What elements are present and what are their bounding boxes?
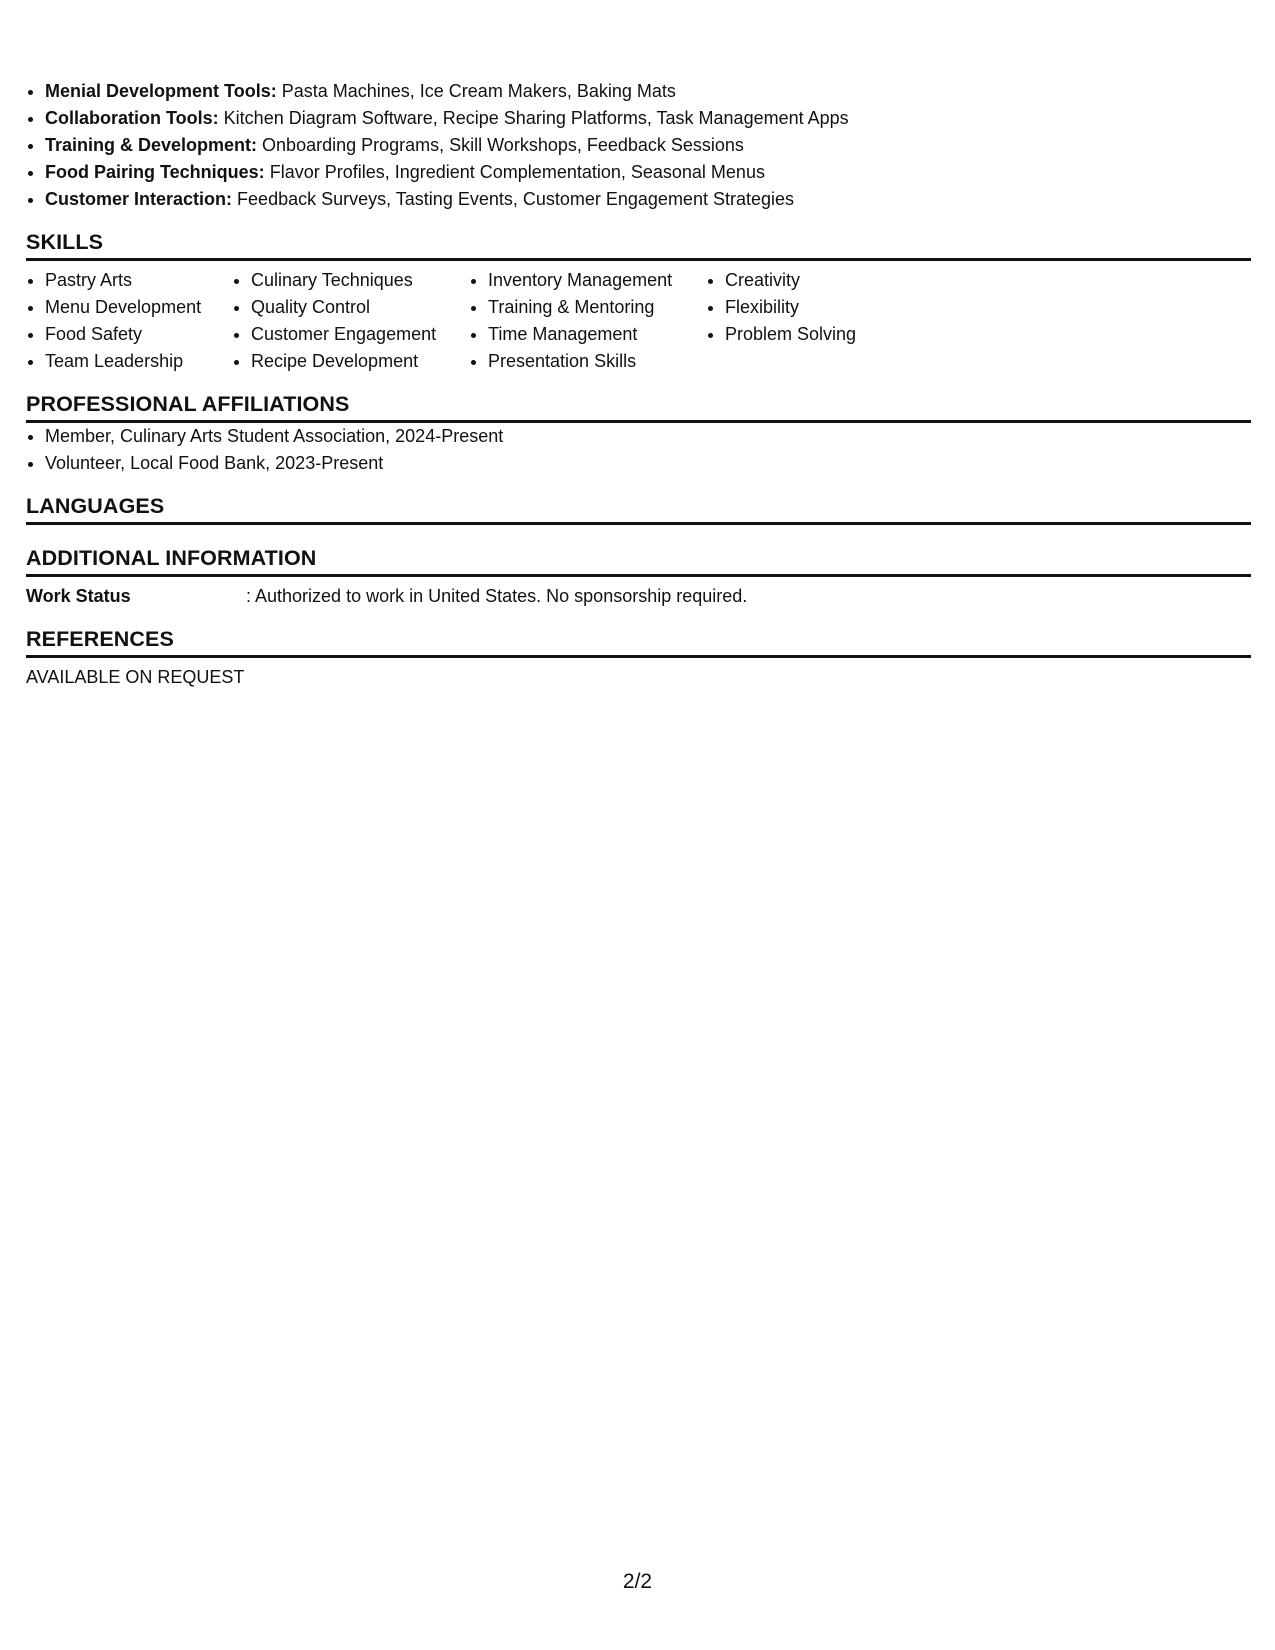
skills-column	[469, 267, 706, 375]
work-status-label: Work Status	[26, 586, 131, 606]
skill-item: • Creativity	[725, 267, 905, 294]
skill-item: • Problem Solving	[725, 321, 905, 348]
skill-item: • Flexibility	[725, 294, 905, 321]
skill-item: • Training & Mentoring	[488, 294, 706, 321]
work-status-row	[26, 583, 1251, 610]
section-title: PROFESSIONAL AFFILIATIONS	[26, 389, 1251, 423]
skills-grid	[26, 267, 1251, 375]
skill-item: • Culinary Techniques	[251, 267, 469, 294]
affiliations-list	[26, 423, 1251, 477]
section-title: SKILLS	[26, 227, 1251, 261]
tool-label: Training & Development:	[45, 135, 258, 155]
additional-info-section	[26, 543, 1251, 610]
list-item: • Volunteer, Local Food Bank, 2023-Present	[45, 450, 1251, 477]
resume-page	[26, 78, 1251, 691]
page-number: 2/2	[622, 1570, 653, 1593]
skill-item: • Presentation Skills	[488, 348, 706, 375]
list-item: • Member, Culinary Arts Student Association, 2024-Present	[45, 423, 1251, 450]
skill-item: • Recipe Development	[251, 348, 469, 375]
skills-section	[26, 227, 1251, 375]
skill-item: • Quality Control	[251, 294, 469, 321]
languages-body	[26, 525, 1251, 529]
affiliations-section	[26, 389, 1251, 477]
tool-label: Menial Development Tools:	[45, 81, 277, 101]
section-title: ADDITIONAL INFORMATION	[26, 543, 1251, 577]
tool-label: Customer Interaction:	[45, 189, 233, 209]
languages-section	[26, 491, 1251, 529]
skill-item: • Inventory Management	[488, 267, 706, 294]
list-item	[45, 105, 1251, 132]
skills-column	[26, 267, 232, 375]
skill-item: • Customer Engagement	[251, 321, 469, 348]
skill-item: • Time Management	[488, 321, 706, 348]
skill-item: • Menu Development	[45, 294, 232, 321]
list-item	[45, 78, 1251, 105]
tool-value: Feedback Surveys, Tasting Events, Customer Engagement Strategies	[237, 189, 795, 209]
skills-column	[706, 267, 905, 375]
tool-value: Kitchen Diagram Software, Recipe Sharing Platforms, Task Management Apps	[223, 108, 849, 128]
skill-item: • Pastry Arts	[45, 267, 232, 294]
tool-value: Flavor Profiles, Ingredient Complementation, Seasonal Menus	[269, 162, 765, 182]
list-item	[45, 132, 1251, 159]
skill-item: • Food Safety	[45, 321, 232, 348]
tool-label: Collaboration Tools:	[45, 108, 219, 128]
work-status-value: : Authorized to work in United States. No sponsorship required.	[246, 586, 748, 606]
section-title: REFERENCES	[26, 624, 1251, 658]
tool-value: Pasta Machines, Ice Cream Makers, Baking Mats	[281, 81, 676, 101]
section-title: LANGUAGES	[26, 491, 1251, 525]
skill-item: • Team Leadership	[45, 348, 232, 375]
tool-label: Food Pairing Techniques:	[45, 162, 265, 182]
tools-list	[26, 78, 1251, 213]
skills-column	[232, 267, 469, 375]
tool-value: Onboarding Programs, Skill Workshops, Feedback Sessions	[262, 135, 744, 155]
list-item	[45, 186, 1251, 213]
references-text: AVAILABLE ON REQUEST	[26, 667, 245, 687]
list-item	[45, 159, 1251, 186]
references-section	[26, 624, 1251, 691]
